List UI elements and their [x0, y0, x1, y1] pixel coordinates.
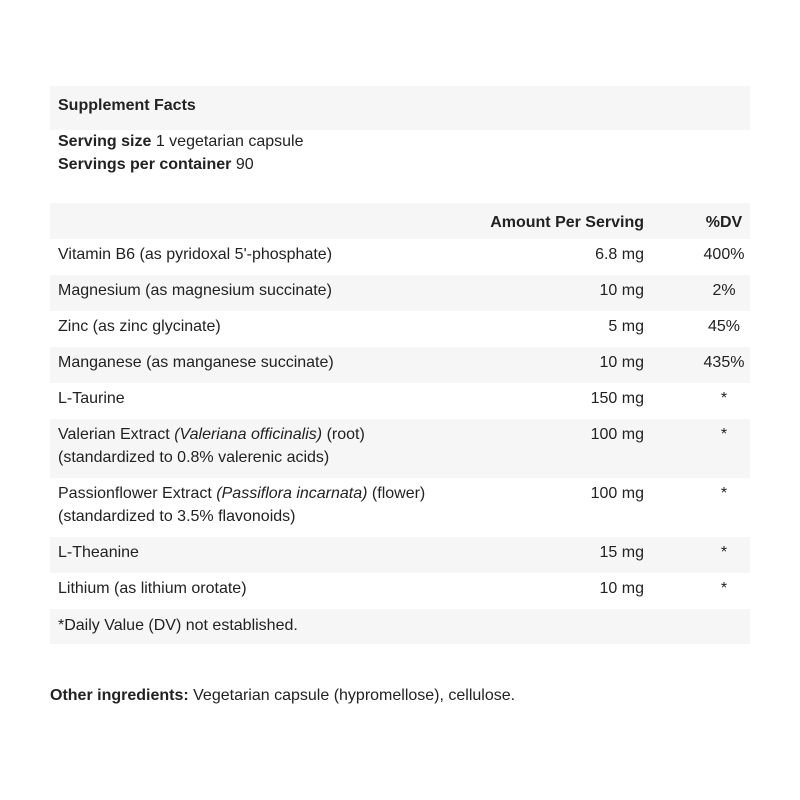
ingredient-dv: 45% [707, 318, 741, 335]
serving-size-line [58, 130, 303, 153]
other-ingredients-text: Vegetarian capsule (hypromellose), cellulose. [193, 687, 516, 704]
servings-per-container-value: 90 [235, 156, 254, 173]
ingredient-dv: * [720, 580, 728, 597]
ingredient-name: Vitamin B6 (as pyridoxal 5'-phosphate) [58, 246, 333, 263]
table-header-row [50, 203, 750, 239]
table-row [50, 419, 750, 478]
ingredient-latin-name: (Valeriana officinalis) [174, 426, 323, 443]
ingredient-dv: * [720, 390, 728, 407]
panel-title-text: Supplement Facts [58, 97, 196, 114]
ingredient-name: Magnesium (as magnesium succinate) [58, 282, 332, 299]
ingredient-standardization: (standardized to 0.8% valerenic acids) [58, 449, 330, 466]
ingredient-amount: 10 mg [599, 580, 644, 597]
supplement-facts-panel [50, 86, 750, 644]
ingredient-name: L-Taurine [58, 390, 125, 407]
ingredient-standardization: (standardized to 3.5% flavonoids) [58, 508, 296, 525]
table-row [50, 573, 750, 609]
ingredient-name-prefix: Passionflower Extract [58, 485, 212, 502]
ingredient-dv: * [720, 544, 728, 561]
ingredient-name-suffix: (flower) [371, 485, 426, 502]
ingredient-amount: 10 mg [599, 354, 644, 371]
ingredient-dv: 2% [712, 282, 736, 299]
table-row [50, 239, 750, 275]
ingredient-amount: 15 mg [599, 544, 644, 561]
servings-per-container-label: Servings per container [58, 156, 232, 173]
other-ingredients [50, 684, 750, 707]
table-row [50, 275, 750, 311]
table-row [50, 383, 750, 419]
ingredient-amount: 100 mg [590, 426, 644, 443]
ingredient-amount: 5 mg [608, 318, 644, 335]
serving-info [50, 130, 750, 203]
table-row [50, 478, 750, 537]
ingredient-name [58, 482, 478, 528]
header-dv: %DV [705, 214, 743, 231]
ingredient-dv: * [720, 426, 728, 443]
ingredient-latin-name: (Passiflora incarnata) [216, 485, 368, 502]
header-amount: Amount Per Serving [490, 214, 644, 231]
ingredient-amount: 6.8 mg [595, 246, 644, 263]
ingredient-name-suffix: (root) [326, 426, 365, 443]
other-ingredients-label: Other ingredients: [50, 687, 189, 704]
ingredient-name-prefix: Valerian Extract [58, 426, 170, 443]
servings-per-container-line [58, 153, 254, 176]
table-row [50, 537, 750, 573]
ingredient-name: Lithium (as lithium orotate) [58, 580, 247, 597]
ingredient-name: Zinc (as zinc glycinate) [58, 318, 221, 335]
table-footnote [50, 609, 750, 644]
ingredient-dv: * [720, 485, 728, 502]
panel-title [50, 86, 750, 130]
serving-size-value: 1 vegetarian capsule [155, 133, 304, 150]
ingredient-amount: 10 mg [599, 282, 644, 299]
ingredient-amount: 100 mg [590, 485, 644, 502]
ingredient-name: L-Theanine [58, 544, 139, 561]
serving-size-label: Serving size [58, 133, 152, 150]
ingredient-name [58, 423, 478, 469]
table-row [50, 347, 750, 383]
ingredient-name: Manganese (as manganese succinate) [58, 354, 334, 371]
ingredient-dv: 400% [703, 246, 745, 263]
footnote-text: *Daily Value (DV) not established. [58, 617, 298, 634]
ingredient-dv: 435% [703, 354, 745, 371]
ingredient-amount: 150 mg [590, 390, 644, 407]
table-row [50, 311, 750, 347]
